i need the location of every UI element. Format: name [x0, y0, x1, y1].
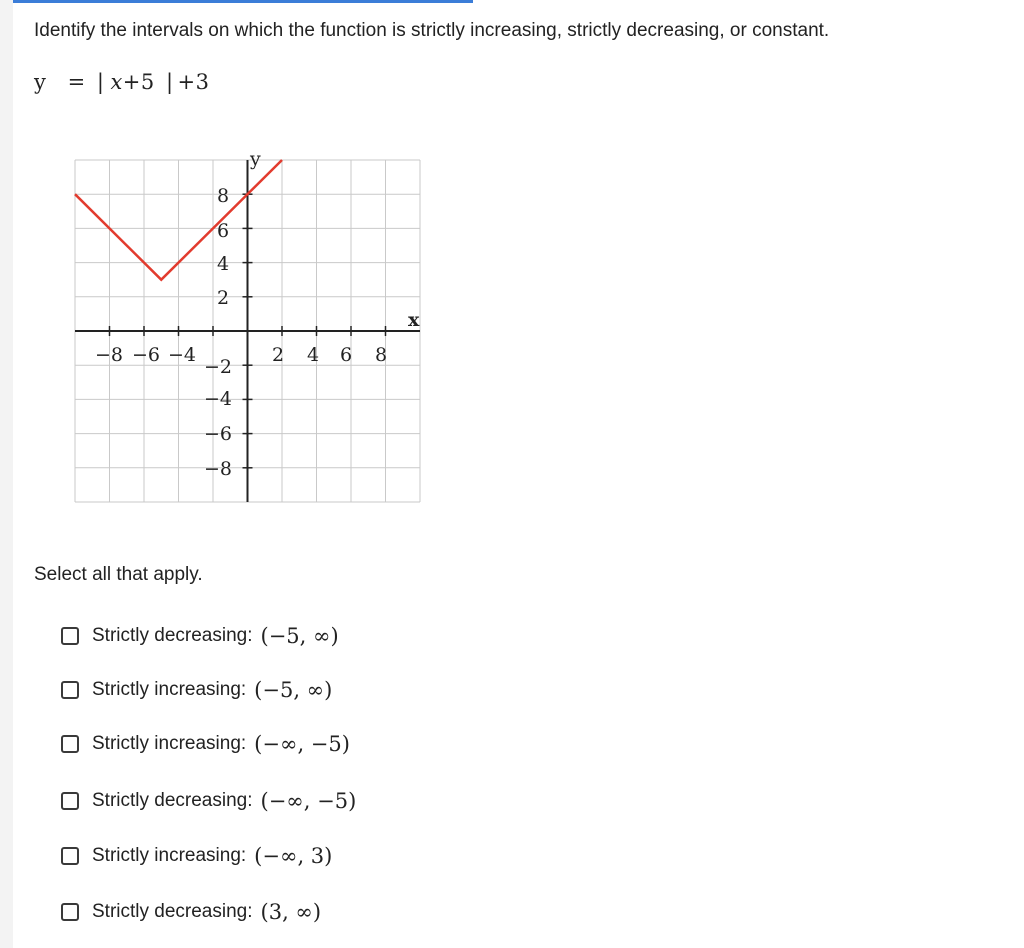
y-tick-label: −2 [204, 356, 233, 378]
y-tick-label: −8 [204, 458, 233, 480]
option-interval: (−5, ∞) [254, 678, 333, 702]
graph-svg [70, 145, 430, 515]
option-2[interactable] [61, 670, 521, 710]
checkbox[interactable] [61, 792, 79, 810]
x-tick-label: 2 [272, 344, 285, 366]
equation-plus-three: +3 [177, 70, 210, 94]
option-5[interactable] [61, 836, 521, 876]
equation-equals: = [67, 70, 86, 94]
equation-abs-open: | [96, 70, 105, 94]
x-tick-label: 6 [340, 344, 353, 366]
function-equation [34, 70, 209, 94]
checkbox[interactable] [61, 627, 79, 645]
option-label: Strictly increasing: [92, 679, 247, 700]
y-tick-labels [204, 185, 232, 480]
option-interval: (−5, ∞) [260, 624, 339, 648]
option-4[interactable] [61, 781, 521, 821]
y-tick-label: −4 [204, 388, 233, 410]
option-label: Strictly decreasing: [92, 901, 253, 922]
option-label: Strictly increasing: [92, 845, 247, 866]
x-tick-label: 4 [307, 344, 320, 366]
function-graph [70, 145, 430, 515]
option-interval: (−∞, −5) [254, 732, 350, 756]
y-tick-label: 2 [217, 287, 230, 309]
x-tick-labels [95, 344, 387, 366]
x-axis-label: x [408, 309, 420, 331]
checkbox[interactable] [61, 847, 79, 865]
checkbox[interactable] [61, 903, 79, 921]
option-1[interactable] [61, 616, 521, 656]
checkbox[interactable] [61, 735, 79, 753]
equation-plus-five: +5 [122, 70, 155, 94]
y-tick-label: 4 [217, 253, 230, 275]
option-6[interactable] [61, 892, 521, 932]
x-tick-label: −8 [95, 344, 124, 366]
option-3[interactable] [61, 724, 521, 764]
x-tick-label: 8 [375, 344, 388, 366]
option-label: Strictly decreasing: [92, 625, 253, 646]
checkbox[interactable] [61, 681, 79, 699]
select-all-instruction: Select all that apply. [34, 564, 203, 585]
option-label: Strictly decreasing: [92, 790, 253, 811]
y-tick-label: −6 [204, 423, 233, 445]
option-interval: (−∞, −5) [260, 789, 357, 813]
option-label: Strictly increasing: [92, 733, 247, 754]
y-tick-label: 8 [217, 185, 230, 207]
equation-variable: x [110, 70, 123, 94]
equation-lhs: y [34, 70, 47, 94]
x-tick-label: −6 [132, 344, 161, 366]
question-prompt: Identify the intervals on which the function is strictly increasing, strictly decreasing, or constant. [34, 20, 830, 41]
y-axis-label: y [250, 148, 261, 170]
progress-accent-bar [13, 0, 473, 3]
x-tick-label: −4 [168, 344, 197, 366]
equation-abs-close: | [165, 70, 174, 94]
option-interval: (3, ∞) [260, 900, 322, 924]
y-tick-label: 6 [217, 220, 230, 242]
graph-axes [75, 160, 420, 502]
option-interval: (−∞, 3) [254, 844, 333, 868]
